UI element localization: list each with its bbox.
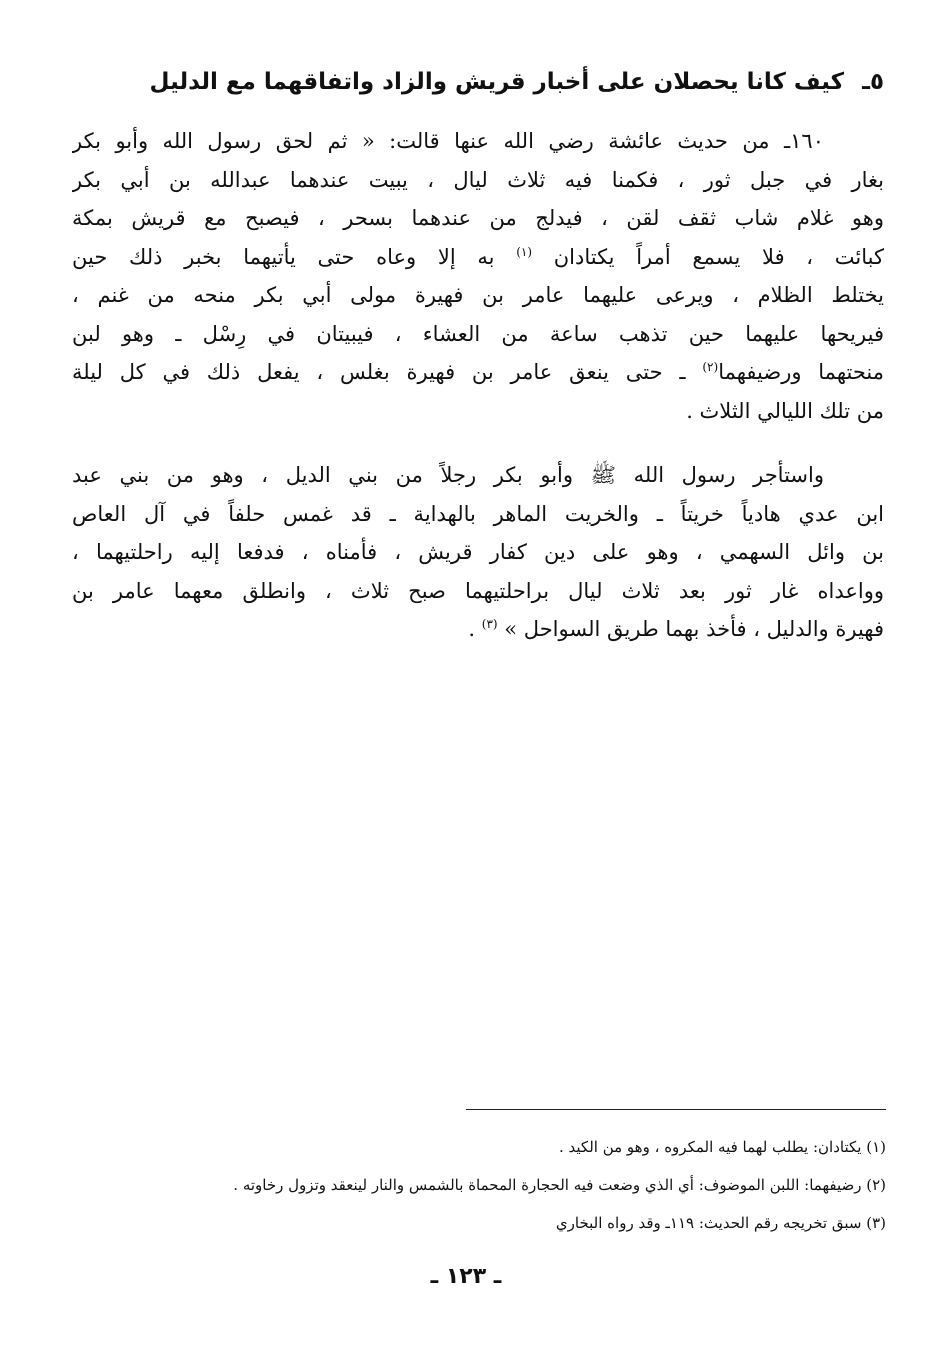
section-heading xyxy=(149,62,884,102)
footnote-mark: (٣) xyxy=(481,617,498,631)
text-line: يختلط الظلام ، ويرعى عليهما عامر بن فهيرة مولى أبي بكر منحه من غنم ، xyxy=(72,283,884,307)
text-line xyxy=(72,353,884,392)
page-number: ـ ١٢٣ ـ xyxy=(430,1264,502,1289)
footnote-mark: (١) xyxy=(516,244,533,259)
text-line: وواعداه غار ثور بعد ثلاث ليال براحلتيهما صبح ثلاث ، وانطلق معهما عامر بن xyxy=(72,578,884,603)
text-segment: منحتهما ورضيفهما xyxy=(718,360,884,384)
footnote-mark: (٢) xyxy=(702,360,719,374)
hadith-paragraph-160 xyxy=(72,122,884,430)
text-line xyxy=(72,238,884,277)
text-line: وهو غلام شاب ثقف لقن ، فيدلج من عندهما بسحر ، فيصبح مع قريش بمكة xyxy=(72,206,884,230)
text-line xyxy=(72,610,884,649)
section-number: ٥ـ xyxy=(862,69,884,95)
text-line: ابن عدي هادياً خريتاً ـ والخريت الماهر بالهداية ـ قد غمس حلفاً في آل العاص xyxy=(72,501,884,526)
text-line: ١٦٠ـ من حديث عائشة رضي الله عنها قالت: « ثم لحق رسول الله وأبو بكر xyxy=(72,129,824,153)
text-segment: كبائت ، فلا يسمع أمراً يكتادان xyxy=(553,244,884,269)
narrative-paragraph xyxy=(72,456,884,649)
text-line: واستأجر رسول الله ﷺ وأبو بكر رجلاً من بني الديل ، وهو من بني عبد xyxy=(72,463,824,487)
text-line: بن وائل السهمي ، وهو على دين كفار قريش ، فأمناه ، فدفعا إليه راحلتيهما ، xyxy=(72,540,884,564)
text-line: بغار في جبل ثور ، فكمنا فيه ثلاث ليال ، يبيت عندهما عبدالله بن أبي بكر xyxy=(72,167,884,192)
footnote-1: (١) يكتادان: يطلب لهما فيه المكروه ، وهو من الكيد . xyxy=(558,1138,886,1156)
text-segment: فهيرة والدليل ، فأخذ بهما طريق السواحل » xyxy=(504,617,884,641)
text-segment: ـ حتى ينعق عامر بن فهيرة بغلس ، يفعل ذلك في كل ليلة xyxy=(72,360,686,384)
footnotes xyxy=(106,1128,886,1242)
footnote-2: (٢) رضيفهما: اللبن الموضوف: أي الذي وضعت فيه الحجارة المحماة بالشمس والنار لينعقد وتزول رخاوته . xyxy=(233,1176,886,1194)
text-segment: به إلا وعاه حتى يأتيهما بخبر ذلك حين xyxy=(72,244,495,269)
text-line: فيريحها عليهما حين تذهب ساعة من العشاء ، فيبيتان في رِسْل ـ وهو لبن xyxy=(72,321,884,346)
text-segment: . xyxy=(468,617,476,641)
footnote-3: (٣) سبق تخريجه رقم الحديث: ١١٩ـ وقد رواه البخاري xyxy=(555,1214,886,1232)
footnote-separator xyxy=(466,1109,886,1110)
text-line: من تلك الليالي الثلاث . xyxy=(686,398,884,423)
section-title: كيف كانا يحصلان على أخبار قريش والزاد واتفاقهما مع الدليل xyxy=(149,69,845,95)
